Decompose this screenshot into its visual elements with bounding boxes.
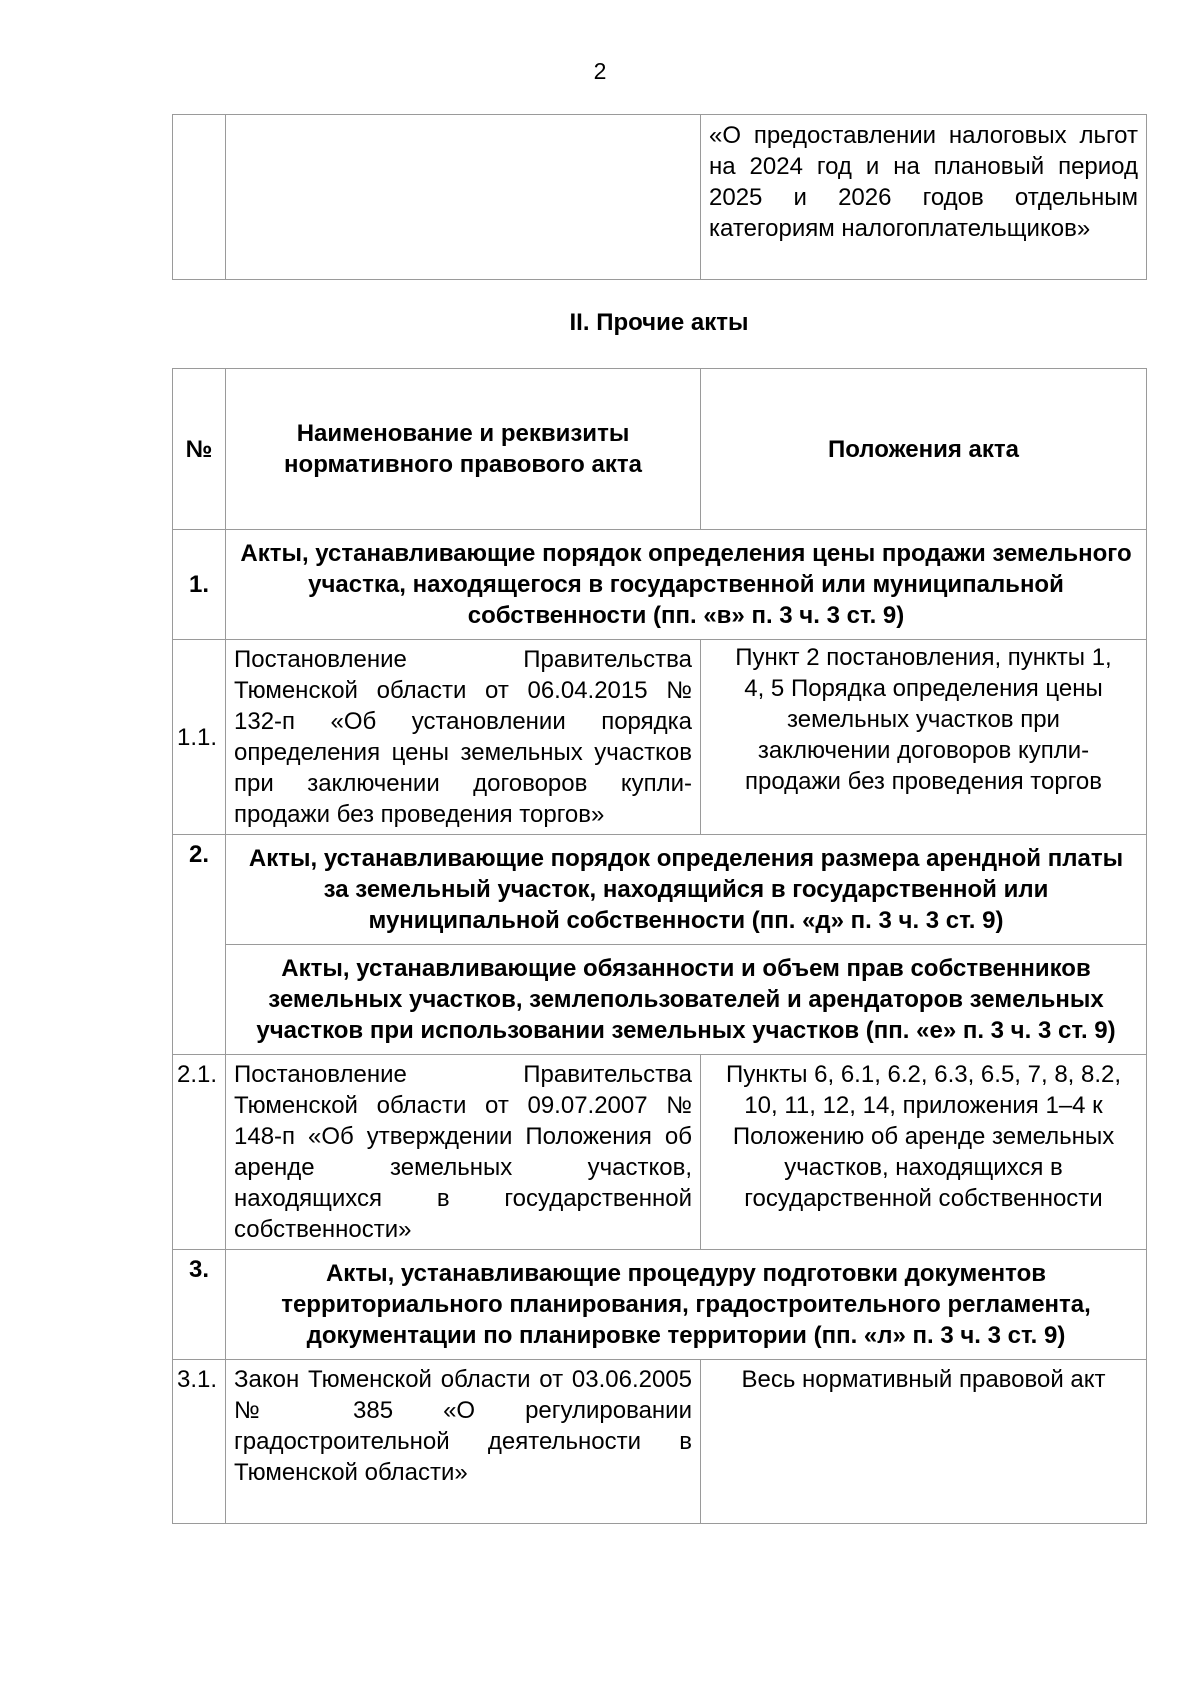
group-row-2a: [173, 835, 1147, 945]
group-title: Акты, устанавливающие порядок определения цены продажи земельного участка, находящегося в государственной или муниципальной собственности (пп. «в» п. 3 ч. 3 ст. 9): [226, 530, 1147, 640]
table-row: [173, 115, 1147, 280]
acts-table: [172, 368, 1147, 1524]
header-num: №: [173, 369, 226, 530]
row-name: Постановление Правительства Тюменской области от 09.07.2007 № 148-п «Об утверждении Положения об аренде земельных участков, находящихся в государственной собственности»: [226, 1055, 701, 1250]
table-header-row: [173, 369, 1147, 530]
header-provisions: Положения акта: [701, 369, 1147, 530]
group-num: 1.: [173, 530, 226, 640]
group-row-1: [173, 530, 1147, 640]
group-row-3: [173, 1250, 1147, 1360]
row-name: Закон Тюменской области от 03.06.2005 № 385 «О регулировании градостроительной деятельности в Тюменской области»: [226, 1360, 701, 1524]
group-num: 3.: [173, 1250, 226, 1360]
table-row: [173, 1360, 1147, 1524]
cell-num: [173, 115, 226, 280]
cell-name: [226, 115, 701, 280]
continuation-table: [172, 114, 1147, 280]
header-name: Наименование и реквизиты нормативного правового акта: [226, 369, 701, 530]
table-row: [173, 640, 1147, 835]
table-row: [173, 1055, 1147, 1250]
row-name: Постановление Правительства Тюменской области от 06.04.2015 № 132-п «Об установлении порядка определения цены земельных участков при заключении договоров купли-продажи без проведения торгов»: [226, 640, 701, 835]
section-title: II. Прочие акты: [569, 309, 749, 336]
row-num: 1.1.: [173, 640, 226, 835]
cell-provisions: «О предоставлении налоговых льгот на 2024 год и на плановый период 2025 и 2026 годов отдельным категориям налогоплательщиков»: [701, 115, 1147, 280]
page-number: 2: [593, 58, 607, 84]
group-title: Акты, устанавливающие обязанности и объем прав собственников земельных участков, землепользователей и арендаторов земельных участков при использовании земельных участков (пп. «е» п. 3 ч. 3 ст. 9): [226, 945, 1147, 1055]
row-provisions: Весь нормативный правовой акт: [701, 1360, 1147, 1524]
group-row-2b: [173, 945, 1147, 1055]
group-title: Акты, устанавливающие порядок определения размера арендной платы за земельный участок, находящийся в государственной или муниципальной собственности (пп. «д» п. 3 ч. 3 ст. 9): [226, 835, 1147, 945]
row-num: 3.1.: [173, 1360, 226, 1524]
group-num: 2.: [173, 835, 226, 1055]
row-num: 2.1.: [173, 1055, 226, 1250]
row-provisions: Пункт 2 постановления, пункты 1, 4, 5 Порядка определения цены земельных участков при заключении договоров купли-продажи без проведения торгов: [701, 640, 1147, 835]
row-provisions: Пункты 6, 6.1, 6.2, 6.3, 6.5, 7, 8, 8.2, 10, 11, 12, 14, приложения 1–4 к Положению об аренде земельных участков, находящихся в государственной собственности: [701, 1055, 1147, 1250]
group-title: Акты, устанавливающие процедуру подготовки документов территориального планирования, градостроительного регламента, документации по планировке территории (пп. «л» п. 3 ч. 3 ст. 9): [226, 1250, 1147, 1360]
